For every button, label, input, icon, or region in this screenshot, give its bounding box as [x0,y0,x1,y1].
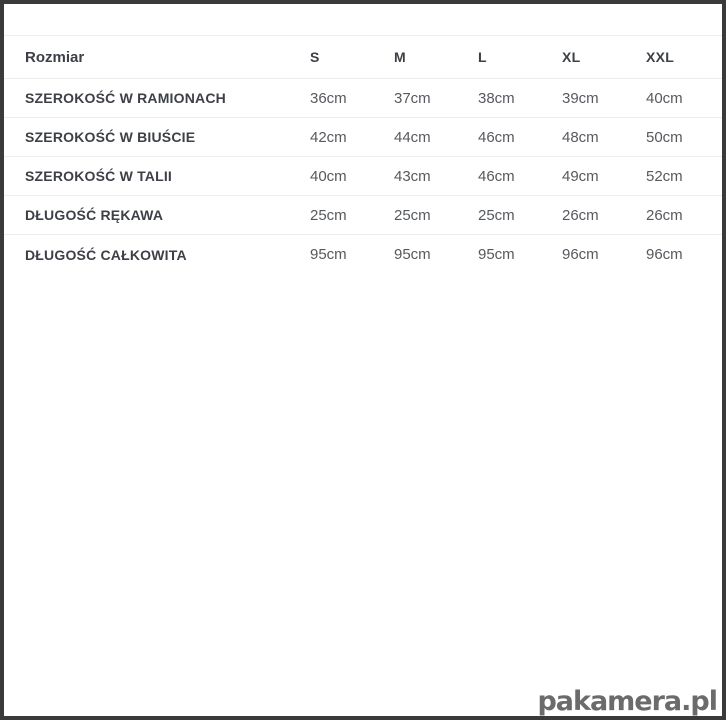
table-row-total-length [4,235,722,274]
cell-value: 50cm [646,128,683,146]
cell-value: 49cm [562,167,599,185]
cell-value: 39cm [562,89,599,107]
cell-value: 46cm [478,167,515,185]
cell-value: 43cm [394,167,431,185]
table-header-row [4,36,722,79]
cell-value: 96cm [646,246,683,263]
cell-value: 44cm [394,128,431,146]
cell-value: 96cm [562,246,599,263]
row-label: DŁUGOŚĆ CAŁKOWITA [25,246,187,263]
cell-value: 26cm [562,206,599,224]
cell-value: 25cm [478,206,515,224]
cell-value: 25cm [310,206,347,224]
cell-value: 40cm [646,89,683,107]
pakamera-logo: pakamera.pl [537,686,717,717]
cell-value: 46cm [478,128,515,146]
column-header-xxl: XXL [646,49,675,65]
cell-value: 36cm [310,89,347,107]
cell-value: 37cm [394,89,431,107]
table-row-shoulder-width [4,79,722,118]
cell-value: 52cm [646,167,683,185]
cell-value: 95cm [394,246,431,263]
cell-value: 25cm [394,206,431,224]
size-chart-table [4,35,722,274]
column-header-s: S [310,49,320,65]
cell-value: 40cm [310,167,347,185]
cell-value: 26cm [646,206,683,224]
cell-value: 95cm [478,246,515,263]
cell-value: 38cm [478,89,515,107]
column-header-xl: XL [562,49,581,65]
row-label: DŁUGOŚĆ RĘKAWA [25,207,164,223]
row-label: SZEROKOŚĆ W TALII [25,168,173,184]
table-row-waist-width [4,157,722,196]
table-row-bust-width [4,118,722,157]
row-label: SZEROKOŚĆ W BIUŚCIE [25,129,196,145]
cell-value: 48cm [562,128,599,146]
column-header-l: L [478,49,487,65]
cell-value: 95cm [310,246,347,263]
cell-value: 42cm [310,128,347,146]
table-row-sleeve-length [4,196,722,235]
size-column-title: Rozmiar [25,48,85,66]
row-label: SZEROKOŚĆ W RAMIONACH [25,90,226,106]
column-header-m: M [394,49,406,65]
